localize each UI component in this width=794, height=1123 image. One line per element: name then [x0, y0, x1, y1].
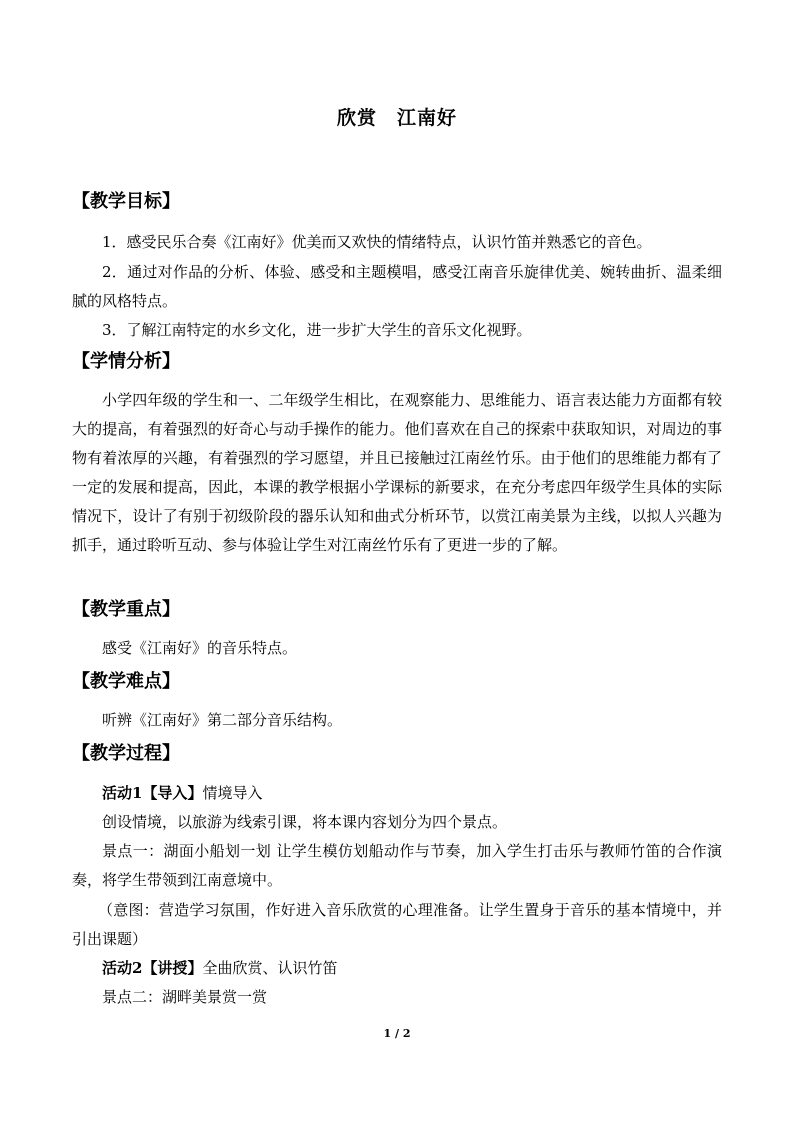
activity-2-line: [72, 954, 752, 983]
intent-1-text: （意图：营造学习氛围，作好进入音乐欣赏的心理准备。让学生置身于音乐的基本情境中，并引出课题）: [72, 901, 722, 948]
activity-2-title: 全曲欣赏、认识竹笛: [202, 959, 338, 977]
process-heading: 【教学过程】: [72, 743, 180, 764]
difficulties-text: 听辨《江南好》第二部分音乐结构。: [102, 711, 343, 729]
objective-item-3: 3．了解江南特定的水乡文化，进一步扩大学生的音乐文化视野。: [102, 321, 532, 339]
activity-1-label: 活动1【导入】: [102, 784, 203, 802]
spot-1-text: 景点一：湖面小船划一划 让学生模仿划船动作与节奏，加入学生打击乐与教师竹笛的合作演奏，将学生带领到江南意境中。: [72, 842, 722, 889]
spot-2-text: 景点二：湖畔美景赏一赏: [102, 988, 268, 1006]
activity-1-line: [72, 779, 752, 808]
objectives-heading: 【教学目标】: [72, 191, 180, 212]
analysis-text: 小学四年级的学生和一、二年级学生相比，在观察能力、思维能力、语言表达能力方面都有较大的提高，有着强烈的好奇心与动手操作的能力。他们喜欢在自己的探索中获取知识，对周边的事物有着浓厚的兴趣，有着强烈的学习愿望，并且已接触过江南丝竹乐。由于他们的思维能力都有了一定的发展和提高，因此，本课的教学根据小学课标的新要求，在充分考虑四年级学生具体的实际情况下，设计了有别于初级阶段的器乐认知和曲式分析环节，以赏江南美景为主线，以拟人兴趣为抓手，通过聆听互动、参与体验让学生对江南丝竹乐有了更进一步的了解。: [72, 391, 722, 554]
key-points-heading: 【教学重点】: [72, 599, 180, 620]
activity-1-intro: 创设情境，以旅游为线索引课，将本课内容划分为四个景点。: [102, 813, 508, 831]
difficulties-heading: 【教学难点】: [72, 671, 180, 692]
activity-1-title: 情境导入: [202, 784, 263, 802]
key-points-text: 感受《江南好》的音乐特点。: [102, 639, 298, 657]
objective-item-1: 1．感受民乐合奏《江南好》优美而又欢快的情绪特点，认识竹笛并熟悉它的音色。: [102, 233, 652, 251]
analysis-heading: 【学情分析】: [72, 351, 180, 372]
page-title: 欣赏 江南好: [336, 107, 457, 129]
activity-2-label: 活动2【讲授】: [102, 959, 203, 977]
page-indicator: 1 / 2: [383, 1027, 411, 1040]
objective-item-2: 2．通过对作品的分析、体验、感受和主题模唱，感受江南音乐旋律优美、婉转曲折、温柔细腻的风格特点。: [72, 263, 722, 310]
